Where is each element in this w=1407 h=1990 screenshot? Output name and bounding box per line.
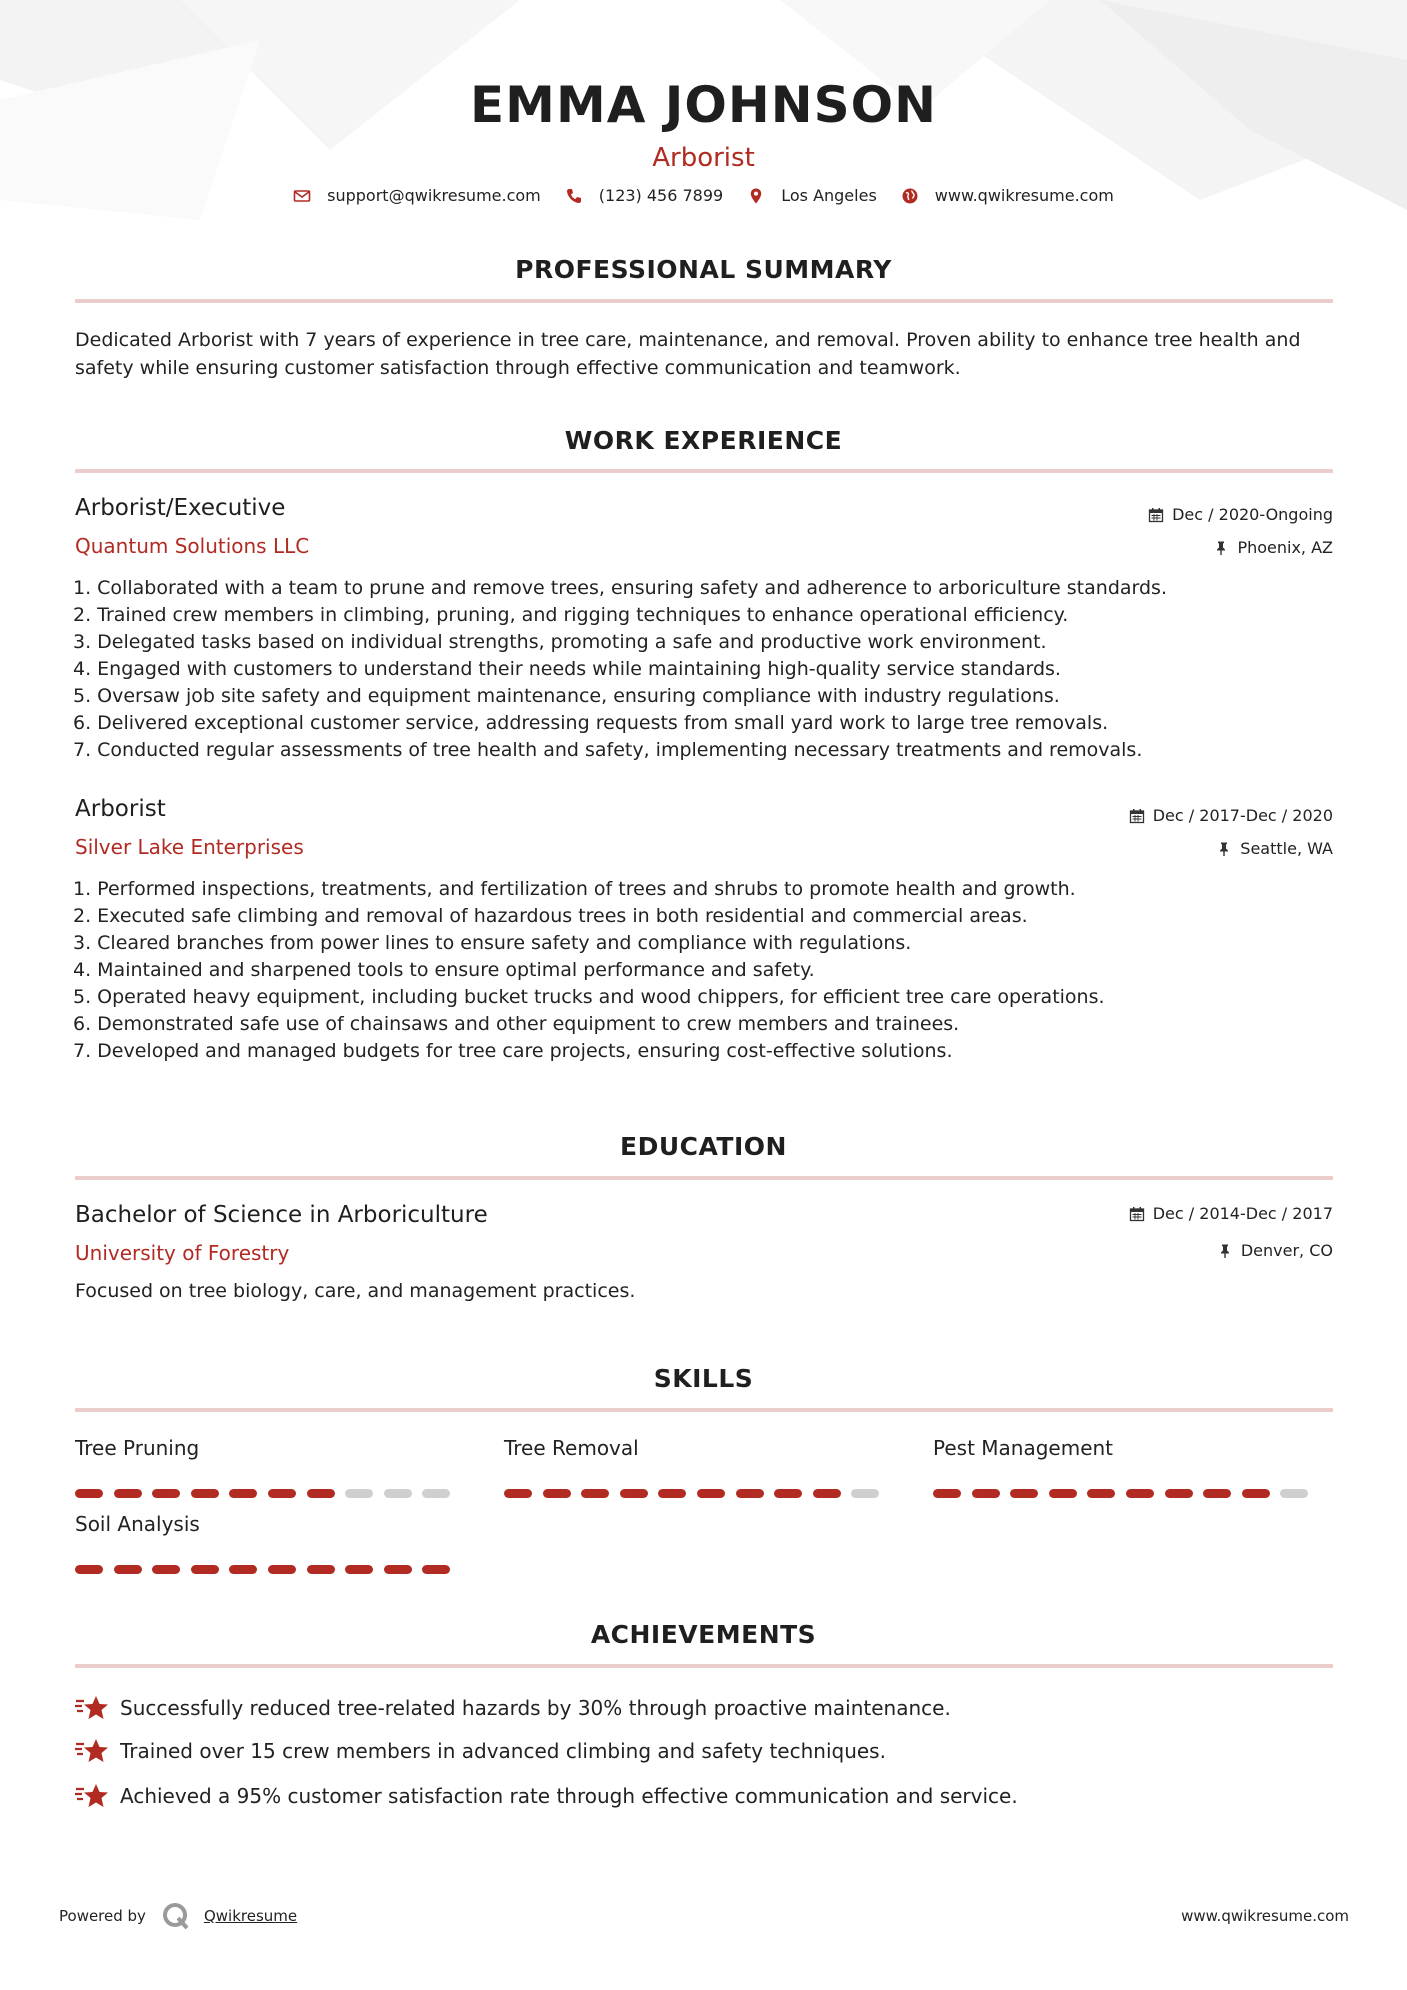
skill-segment-filled [1049,1489,1077,1498]
job-company: Quantum Solutions LLC [75,534,310,558]
skill-segment-filled [504,1489,532,1498]
education-description: Focused on tree biology, care, and management practices. [75,1280,636,1302]
skill-segment-filled [345,1565,373,1574]
skill-segment-filled [75,1565,103,1574]
experience-divider [75,469,1333,473]
skill-segment-empty [851,1489,879,1498]
skill-segment-filled [152,1489,180,1498]
pushpin-icon [1217,1243,1233,1259]
summary-heading: PROFESSIONAL SUMMARY [515,255,892,284]
degree-title: Bachelor of Science in Arboriculture [75,1202,488,1228]
skill-segment-filled [1126,1489,1154,1498]
skill-level-bar [504,1489,884,1498]
education-date-text: Dec / 2014-Dec / 2017 [1152,1204,1333,1223]
education-location-text: Denver, CO [1240,1241,1333,1260]
skill-level-bar [933,1489,1313,1498]
star-icon [75,1736,109,1766]
skill-segment-filled [1203,1489,1231,1498]
skill-segment-filled [658,1489,686,1498]
skill-segment-filled [384,1565,412,1574]
skill-segment-filled [152,1565,180,1574]
skill-segment-filled [229,1565,257,1574]
globe-icon [901,187,919,205]
achievement-text: Successfully reduced tree-related hazards by 30% through proactive maintenance. [120,1696,951,1720]
skill-segment-empty [345,1489,373,1498]
skill-segment-filled [1010,1489,1038,1498]
job-date [1148,505,1333,524]
skill-item [75,1435,455,1461]
job-location-text: Seattle, WA [1240,839,1333,858]
skills-heading: SKILLS [653,1364,754,1393]
skill-segment-filled [1165,1489,1193,1498]
pushpin-icon [1216,841,1232,857]
list-item: 2. Trained crew members in climbing, pruning, and rigging techniques to enhance operational efficiency. [73,604,1069,626]
resume-header [0,70,1407,178]
skill-item [75,1511,455,1537]
job-responsibilities [73,876,1333,1065]
school-name: University of Forestry [75,1241,290,1265]
list-item: 7. Conducted regular assessments of tree health and safety, implementing necessary treatments and removals. [73,739,1143,761]
calendar-icon [1129,1206,1145,1222]
contact-phone-text: (123) 456 7899 [598,186,724,205]
skill-segment-filled [191,1489,219,1498]
skill-segment-filled [813,1489,841,1498]
skill-name: Pest Management [933,1436,1114,1460]
achievement-item [75,1693,951,1723]
contact-bar [0,186,1407,205]
list-item: 7. Developed and managed budgets for tree care projects, ensuring cost-effective solutions. [73,1040,953,1062]
skill-segment-empty [384,1489,412,1498]
skill-segment-filled [581,1489,609,1498]
calendar-icon [1148,507,1164,523]
list-item: 5. Oversaw job site safety and equipment maintenance, ensuring compliance with industry regulations. [73,685,1060,707]
list-item: 1. Collaborated with a team to prune and remove trees, ensuring safety and adherence to arboriculture standards. [73,577,1167,599]
skill-segment-filled [229,1489,257,1498]
skill-segment-filled [620,1489,648,1498]
skill-segment-filled [268,1565,296,1574]
skill-segment-filled [774,1489,802,1498]
skill-segment-filled [933,1489,961,1498]
skills-divider [75,1408,1333,1412]
phone-icon [565,187,583,205]
qwikresume-logo-icon [160,1900,192,1932]
candidate-role: Arborist [652,143,755,173]
skill-level-bar [75,1565,455,1574]
contact-website[interactable] [901,186,1114,205]
contact-location-text: Los Angeles [781,186,877,205]
list-item: 2. Executed safe climbing and removal of hazardous trees in both residential and commercial areas. [73,905,1028,927]
contact-location [747,186,877,205]
calendar-icon [1129,808,1145,824]
skill-segment-filled [307,1565,335,1574]
summary-divider [75,299,1333,303]
list-item: 5. Operated heavy equipment, including bucket trucks and wood chippers, for efficient tree care operations. [73,986,1105,1008]
skill-name: Tree Removal [504,1436,639,1460]
job-date-text: Dec / 2020-Ongoing [1172,505,1333,524]
job-title: Arborist [75,796,166,822]
skill-segment-filled [1087,1489,1115,1498]
skill-segment-filled [114,1565,142,1574]
achievements-heading: ACHIEVEMENTS [590,1620,817,1649]
list-item: 6. Demonstrated safe use of chainsaws and other equipment to crew members and trainees. [73,1013,960,1035]
list-item: 6. Delivered exceptional customer service, addressing requests from small yard work to large tree removals. [73,712,1109,734]
education-divider [75,1176,1333,1180]
summary-text: Dedicated Arborist with 7 years of experience in tree care, maintenance, and removal. Proven ability to enhance tree health and safety while ensuring customer satisfaction through effective communication and teamwork. [75,329,1301,379]
skill-segment-filled [736,1489,764,1498]
achievement-item [75,1736,886,1766]
job-date [1129,806,1333,825]
education-date [1129,1204,1333,1223]
skill-segment-filled [114,1489,142,1498]
map-pin-icon [747,187,765,205]
skill-segment-filled [75,1489,103,1498]
skill-name: Tree Pruning [75,1436,200,1460]
job-location [1213,538,1333,557]
list-item: 1. Performed inspections, treatments, and fertilization of trees and shrubs to promote health and growth. [73,878,1076,900]
qwikresume-link[interactable]: Qwikresume [203,1907,298,1925]
job-location-text: Phoenix, AZ [1237,538,1333,557]
skill-segment-filled [422,1565,450,1574]
list-item: 3. Cleared branches from power lines to ensure safety and compliance with regulations. [73,932,912,954]
education-location [1217,1241,1333,1260]
skill-name: Soil Analysis [75,1512,200,1536]
achievement-text: Achieved a 95% customer satisfaction rate through effective communication and service. [120,1784,1018,1808]
skill-item [933,1435,1313,1461]
footer-powered-by [59,1900,297,1932]
candidate-name: EMMA JOHNSON [470,76,937,134]
star-icon [75,1693,109,1723]
job-title: Arborist/Executive [75,495,286,521]
experience-heading: WORK EXPERIENCE [564,426,843,455]
list-item: 3. Delegated tasks based on individual strengths, promoting a safe and productive work environment. [73,631,1047,653]
skill-level-bar [75,1489,455,1498]
skill-segment-filled [697,1489,725,1498]
contact-email-text: support@qwikresume.com [327,186,541,205]
skill-segment-filled [972,1489,1000,1498]
achievement-item [75,1781,1018,1811]
skill-segment-filled [1242,1489,1270,1498]
skill-segment-empty [1280,1489,1308,1498]
footer-website[interactable]: www.qwikresume.com [1181,1907,1349,1925]
contact-phone[interactable] [565,186,723,205]
skill-segment-filled [191,1565,219,1574]
star-icon [75,1781,109,1811]
job-date-text: Dec / 2017-Dec / 2020 [1152,806,1333,825]
job-location [1216,839,1333,858]
skill-segment-filled [543,1489,571,1498]
achievement-text: Trained over 15 crew members in advanced climbing and safety techniques. [120,1739,886,1763]
powered-by-label: Powered by [59,1907,146,1925]
achievements-divider [75,1664,1333,1668]
job-responsibilities [73,575,1333,764]
envelope-icon [293,187,311,205]
contact-website-text: www.qwikresume.com [934,186,1114,205]
skill-segment-filled [268,1489,296,1498]
contact-email[interactable] [293,186,541,205]
list-item: 4. Engaged with customers to understand their needs while maintaining high-quality service standards. [73,658,1061,680]
education-heading: EDUCATION [620,1132,787,1161]
skill-segment-filled [307,1489,335,1498]
skill-item [504,1435,884,1461]
skill-segment-empty [422,1489,450,1498]
list-item: 4. Maintained and sharpened tools to ensure optimal performance and safety. [73,959,815,981]
pushpin-icon [1213,540,1229,556]
job-company: Silver Lake Enterprises [75,835,304,859]
